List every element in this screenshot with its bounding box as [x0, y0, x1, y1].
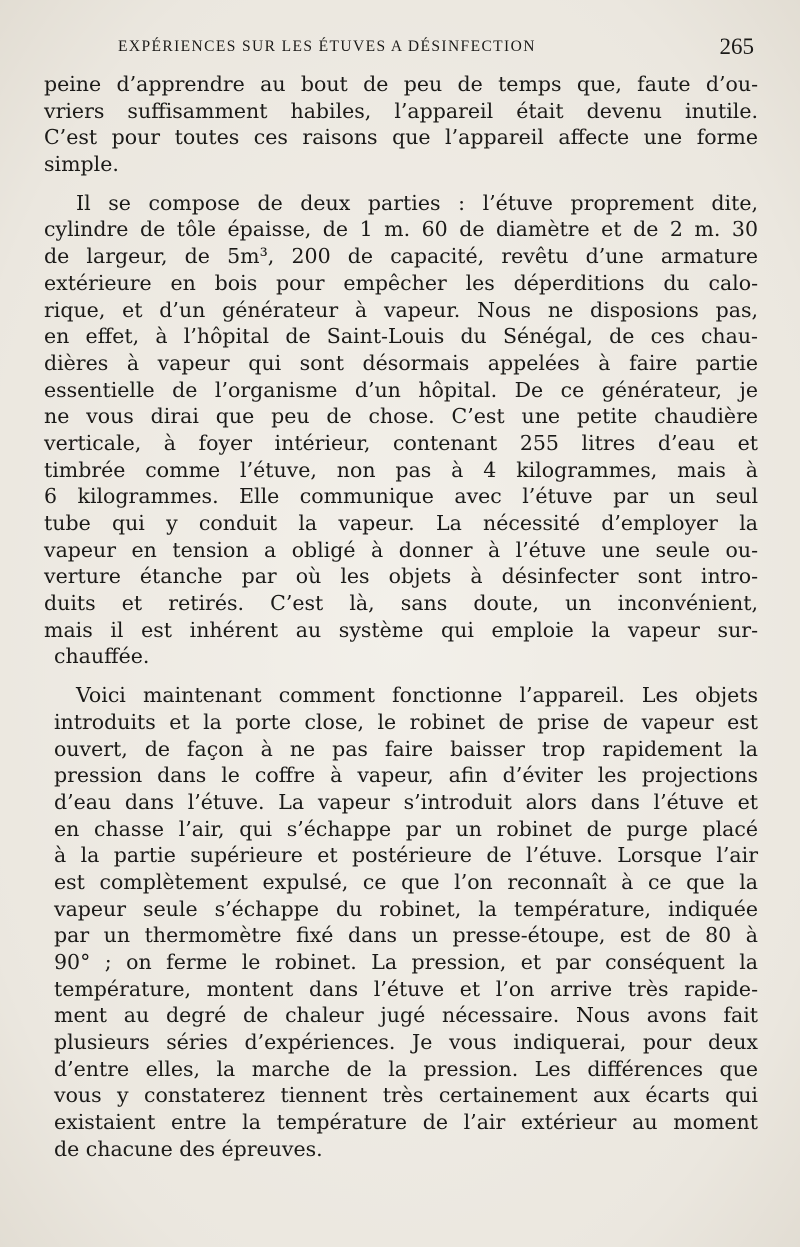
text-line: de chacune des épreuves.: [54, 1136, 323, 1161]
text-line: ne vous dirai que peu de chose. C’est une petite chaudière: [44, 404, 758, 429]
text-line: 90° ; on ferme le robinet. La pression, et par conséquent la: [54, 950, 758, 974]
page-header: [118, 34, 754, 66]
page-number: 265: [719, 34, 754, 59]
text-line: de largeur, de 5m³, 200 de capacité, revêtu d’une armature: [44, 244, 758, 269]
text-line: introduits et la porte close, le robinet de prise de vapeur est: [54, 709, 758, 734]
text-line: pression dans le coffre à vapeur, afin d’éviter les projections: [54, 763, 758, 788]
text-line: mais il est inhérent au système qui emploie la vapeur sur-: [44, 617, 758, 642]
text-line: plusieurs séries d’expériences. Je vous indiquerai, pour deux: [54, 1030, 758, 1055]
text-line: 6 kilogrammes. Elle communique avec l’étuve par un seul: [44, 484, 758, 509]
text-line: existaient entre la température de l’air extérieur au moment: [54, 1110, 758, 1135]
text-line: timbrée comme l’étuve, non pas à 4 kilogrammes, mais à: [44, 457, 758, 482]
text-line: en effet, à l’hôpital de Saint-Louis du Sénégal, de ces chau-: [44, 324, 758, 349]
text-line: rique, et d’un générateur à vapeur. Nous ne disposions pas,: [44, 297, 758, 322]
paragraph: [44, 190, 758, 670]
text-line: peine d’apprendre au bout de peu de temps que, faute d’ou-: [44, 72, 758, 96]
text-line: essentielle de l’organisme d’un hôpital. De ce générateur, je: [44, 377, 758, 402]
text-line: à la partie supérieure et postérieure de l’étuve. Lorsque l’air: [54, 843, 758, 868]
text-line: d’entre elles, la marche de la pression. Les différences que: [54, 1056, 758, 1081]
text-line: Il se compose de deux parties : l’étuve proprement dite,: [76, 190, 758, 215]
text-line: ment au degré de chaleur jugé nécessaire. Nous avons fait: [54, 1003, 758, 1028]
text-line: verture étanche par où les objets à désinfecter sont intro-: [44, 564, 758, 589]
text-line: ouvert, de façon à ne pas faire baisser trop rapidement la: [54, 736, 758, 761]
text-line: vapeur en tension a obligé à donner à l’étuve une seule ou-: [44, 537, 758, 562]
text-line: chauffée.: [54, 644, 150, 669]
text-line: duits et retirés. C’est là, sans doute, un inconvénient,: [44, 591, 758, 616]
text-line: est complètement expulsé, ce que l’on reconnaît à ce que la: [54, 869, 758, 894]
text-line: en chasse l’air, qui s’échappe par un robinet de purge placé: [54, 816, 758, 841]
text-line: tube qui y conduit la vapeur. La nécessité d’employer la: [44, 511, 758, 535]
text-line: vapeur seule s’échappe du robinet, la température, indiquée: [54, 896, 758, 921]
text-line: extérieure en bois pour empêcher les déperditions du calo-: [44, 270, 758, 295]
text-line: vous y constaterez tiennent très certainement aux écarts qui: [54, 1083, 758, 1108]
paragraph: [44, 71, 758, 178]
body-text: [44, 71, 758, 1163]
text-line: C’est pour toutes ces raisons que l’appareil affecte une forme: [44, 125, 758, 150]
text-line: Voici maintenant comment fonctionne l’appareil. Les objets: [76, 683, 758, 708]
text-line: simple.: [44, 152, 119, 177]
paragraph: [44, 682, 758, 1162]
text-line: par un thermomètre fixé dans un presse-étoupe, est de 80 à: [54, 923, 758, 948]
text-line: dières à vapeur qui sont désormais appelées à faire partie: [44, 350, 758, 375]
text-line: cylindre de tôle épaisse, de 1 m. 60 de diamètre et de 2 m. 30: [44, 217, 758, 242]
text-line: température, montent dans l’étuve et l’on arrive très rapide-: [54, 976, 758, 1001]
text-line: vriers suffisamment habiles, l’appareil était devenu inutile.: [44, 98, 758, 123]
text-line: verticale, à foyer intérieur, contenant 255 litres d’eau et: [44, 430, 758, 455]
text-line: d’eau dans l’étuve. La vapeur s’introduit alors dans l’étuve et: [54, 789, 758, 814]
running-head: EXPÉRIENCES SUR LES ÉTUVES A DÉSINFECTION: [118, 38, 536, 55]
